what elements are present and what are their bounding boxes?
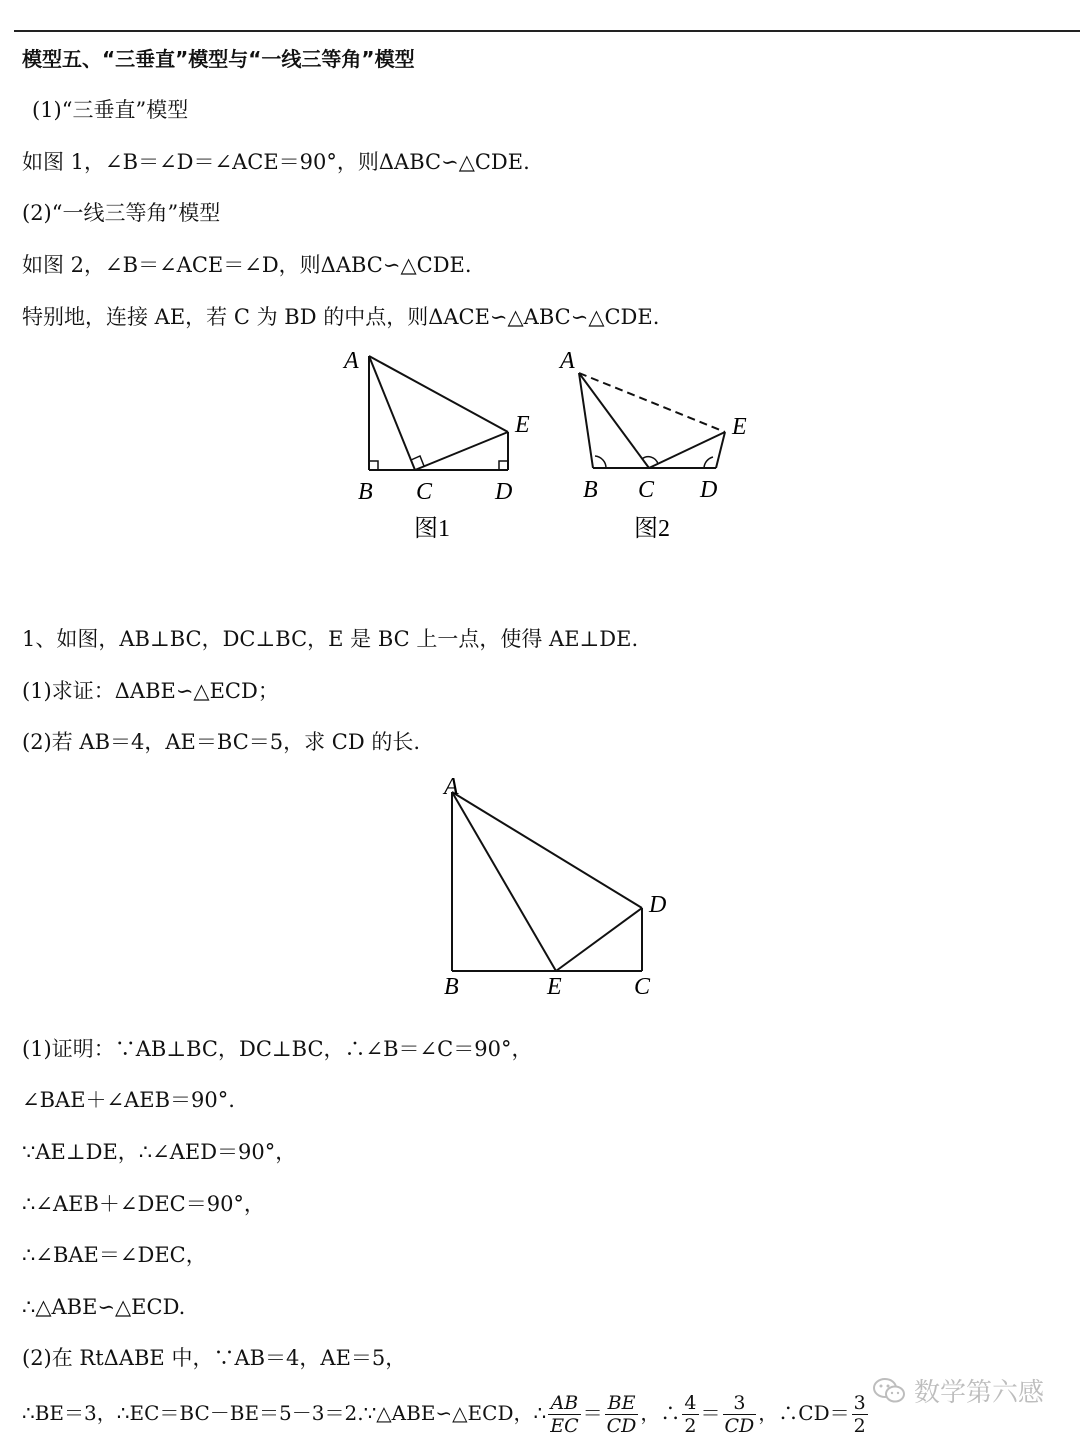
fig3-segment-ad [452,792,642,908]
fraction-ab-ec [548,1392,580,1437]
section-heading: 模型五、“三垂直”模型与“一线三等角”模型 [22,47,415,71]
fig1-caption: 图1 [414,516,450,542]
fig2-angle-arc-d [704,457,713,468]
intro-line-3: (2)“一线三等角”模型 [22,201,221,225]
top-rule [14,30,1080,32]
fraction-3-cd [723,1392,757,1437]
fig2-caption: 图2 [634,516,670,542]
fig3-label-b: B [444,974,459,1000]
intro-line-4: 如图 2，∠B＝∠ACE＝∠D，则ΔABC∽△CDE. [22,253,472,277]
fig1-segment-ae [369,356,508,432]
fig3-segment-ae [452,792,556,971]
watermark [872,1372,1044,1409]
intro-line-5: 特别地，连接 AE，若 C 为 BD 的中点，则ΔACE∽△ABC∽△CDE. [22,305,660,329]
fig1-label-b: B [358,479,373,505]
fig1-label-a: A [344,348,359,374]
fraction-be-cd-den: CD [606,1415,637,1437]
final-text-2: ，∴ [640,1401,681,1425]
fraction-ab-ec-den: EC [550,1415,579,1437]
equals-2: ＝ [700,1401,721,1425]
fig2-segment-ce [649,432,725,468]
fig3-label-e: E [547,974,562,1000]
fig2-segment-ab [579,373,593,468]
fig3-label-d: D [649,892,667,918]
fig1-label-c: C [416,479,433,505]
fraction-4-2-den: 2 [684,1415,697,1437]
fig2-label-e: E [732,414,747,440]
solution-line-8 [22,1392,870,1437]
fig1-label-e: E [515,412,530,438]
fig1-right-angle-d [499,461,508,470]
fraction-be-cd-num: BE [605,1392,639,1415]
solution-line-6: ∴△ABE∽△ECD. [22,1295,186,1319]
fraction-3-cd-num: 3 [723,1392,757,1415]
final-text-1: ∴BE＝3，∴EC＝BC－BE＝5－3＝2.∵△ABE∽△ECD，∴ [22,1401,547,1425]
wechat-icon [872,1376,906,1406]
fig2-angle-arc-b [595,456,606,468]
fig2-label-b: B [583,477,598,503]
problem-line-2: (1)求证：ΔABE∽△ECD； [22,679,279,703]
final-text-3: ，∴CD＝ [758,1401,850,1425]
intro-line-1: (1)“三垂直”模型 [32,98,189,122]
solution-line-4: ∴∠AEB＋∠DEC＝90°， [22,1192,265,1216]
fraction-4-2-num: 4 [684,1392,697,1414]
intro-line-2: 如图 1，∠B＝∠D＝∠ACE＝90°，则ΔABC∽△CDE. [22,150,530,174]
fig2-segment-de [716,432,725,468]
fraction-3-2 [852,1392,868,1437]
solution-line-1: (1)证明：∵AB⊥BC，DC⊥BC，∴∠B＝∠C＝90°， [22,1037,533,1061]
fraction-3-2-num: 3 [853,1392,866,1414]
fig1-segment-ac [369,356,415,470]
fig1-right-angle-b [369,461,378,470]
solution-line-5: ∴∠BAE＝∠DEC， [22,1243,207,1267]
equals-1: ＝ [582,1401,603,1425]
solution-line-2: ∠BAE＋∠AEB＝90°. [22,1088,235,1112]
fig3-label-c: C [634,974,651,1000]
fig1-segment-ce [415,432,508,470]
fraction-3-cd-den: CD [724,1415,755,1437]
fraction-4-2 [682,1392,698,1437]
fig2-segment-ac [579,373,649,468]
solution-line-7: (2)在 RtΔABE 中，∵AB＝4，AE＝5， [22,1346,407,1370]
fig2-label-a: A [560,348,575,374]
fig1-label-d: D [495,479,513,505]
problem-line-3: (2)若 AB＝4，AE＝BC＝5，求 CD 的长. [22,730,421,754]
figure-2 [550,340,780,550]
fraction-be-cd [605,1392,639,1437]
fig3-segment-ed [556,908,642,971]
problem-line-1: 1、如图，AB⊥BC，DC⊥BC，E 是 BC 上一点，使得 AE⊥DE. [22,627,639,651]
watermark-text: 数学第六感 [913,1378,1044,1408]
figure-1 [330,340,560,550]
figure-3 [430,770,680,1005]
fraction-ab-ec-num: AB [548,1392,580,1415]
fig2-label-c: C [638,477,655,503]
fig2-label-d: D [700,477,718,503]
fig3-label-a: A [444,774,459,800]
fraction-3-2-den: 2 [853,1415,866,1437]
solution-line-3: ∵AE⊥DE，∴∠AED＝90°， [22,1140,297,1164]
